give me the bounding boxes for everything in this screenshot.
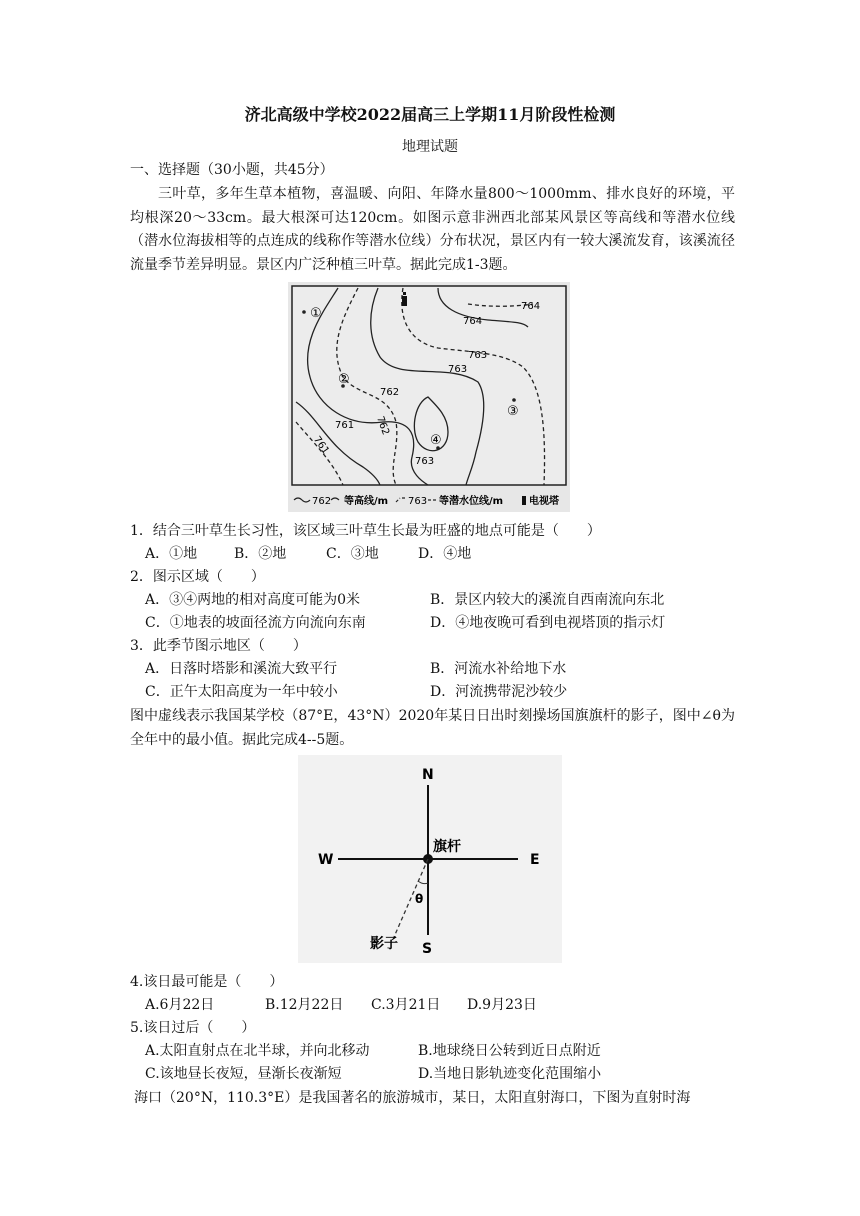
legend-tower-icon (522, 496, 526, 505)
page-title: 济北高级中学校2022届高三上学期11月阶段性检测 (244, 105, 616, 124)
south-label: S (422, 941, 433, 957)
q4-option-d: D.9月23日 (467, 997, 537, 1013)
point-1-label: ① (310, 306, 322, 321)
page-subtitle: 地理试题 (402, 139, 458, 155)
contour-label: 764 (463, 316, 483, 327)
q3-option-d: D．河流携带泥沙较少 (430, 684, 568, 700)
q5-option-b: B.地球绕日公转到近日点附近 (418, 1043, 601, 1059)
q2-option-c: C．①地表的坡面径流方向流向东南 (145, 615, 366, 631)
question-3-stem: 3．此季节图示地区（ ） (130, 638, 307, 654)
point-4-label: ④ (430, 433, 442, 448)
legend-tower: 电视塔 (529, 496, 559, 507)
q5-option-c: C.该地昼长夜短，昼渐长夜渐短 (145, 1066, 342, 1082)
q5-option-d: D.当地日影轨迹变化范围缩小 (418, 1066, 602, 1082)
contour-map-figure (288, 282, 570, 512)
legend-contour: 等高线/m (344, 496, 389, 507)
question-2-stem: 2．图示区域（ ） (130, 569, 265, 585)
contour-label: 763 (415, 456, 435, 467)
q1-option-d: D．④地 (418, 546, 472, 562)
point-2-label: ② (338, 372, 350, 387)
contour-label: 763 (468, 350, 488, 361)
q3-option-b: B．河流水补给地下水 (430, 661, 567, 677)
q1-option-c: C．③地 (326, 546, 379, 562)
q3-option-a: A．日落时塔影和溪流大致平行 (145, 661, 338, 677)
compass-diagram (298, 755, 562, 963)
section-heading: 一、选择题（30小题，共45分） (130, 162, 334, 178)
legend-contour-value: 762 (312, 496, 332, 507)
west-label: W (318, 852, 334, 868)
q3-option-c: C．正午太阳高度为一年中较小 (145, 684, 338, 700)
east-label: E (530, 852, 540, 868)
question-5-stem: 5.该日过后（ ） (130, 1020, 256, 1036)
contour-label: 762 (380, 387, 400, 398)
passage-1: 三叶草，多年生草本植物，喜温暖、向阳、年降水量800～1000mm、排水良好的环境，平均根深20～33cm。最大根深可达120cm。如图示意非洲西北部某风景区等高线和等潜水位线（潜水位海拔相等的点连成的线称作等潜水位线）分布状况，景区内有一较大溪流发育，该溪流径流量季节差异明显。景区内广泛种植三叶草。据此完成1-3题。 (130, 186, 735, 273)
tv-tower-icon (402, 296, 407, 306)
contour-label: 762 (374, 414, 391, 437)
q1-option-b: B．②地 (234, 546, 287, 562)
point-3-label: ③ (507, 404, 519, 419)
legend-water-value: 763 (408, 496, 428, 507)
flagpole-shadow-figure (298, 755, 562, 963)
passage-2: 图中虚线表示我国某学校（87°E，43°N）2020年某日日出时刻操场国旗旗杆的影子，图中∠θ为全年中的最小值。据此完成4--5题。 (130, 708, 735, 748)
passage-3: 海口（20°N，110.3°E）是我国著名的旅游城市，某日，太阳直射海口，下图为直射时海 (134, 1090, 691, 1106)
q2-option-b: B．景区内较大的溪流自西南流向东北 (430, 592, 665, 608)
question-4-stem: 4.该日最可能是（ ） (130, 974, 284, 990)
shadow-label: 影子 (370, 936, 398, 952)
q4-option-a: A.6月22日 (145, 997, 215, 1013)
theta-label: θ (415, 892, 424, 906)
q4-option-b: B.12月22日 (265, 997, 344, 1013)
q2-option-a: A．③④两地的相对高度可能为0米 (145, 592, 361, 608)
north-label: N (422, 767, 434, 783)
q1-option-a: A．①地 (145, 546, 198, 562)
contour-label: 764 (521, 301, 541, 312)
q2-option-d: D．④地夜晚可看到电视塔顶的指示灯 (430, 615, 666, 631)
q4-option-c: C.3月21日 (371, 997, 441, 1013)
question-1-stem: 1．结合三叶草生长习性，该区域三叶草生长最为旺盛的地点可能是（ ） (130, 523, 601, 539)
contour-map (288, 282, 570, 512)
flagpole-label: 旗杆 (433, 839, 461, 855)
contour-label: 763 (448, 364, 468, 375)
q5-option-a: A.太阳直射点在北半球，并向北移动 (145, 1043, 370, 1059)
contour-label: 761 (335, 420, 355, 431)
legend-water: 等潜水位线/m (439, 496, 504, 507)
contour-label: 761 (310, 434, 331, 457)
